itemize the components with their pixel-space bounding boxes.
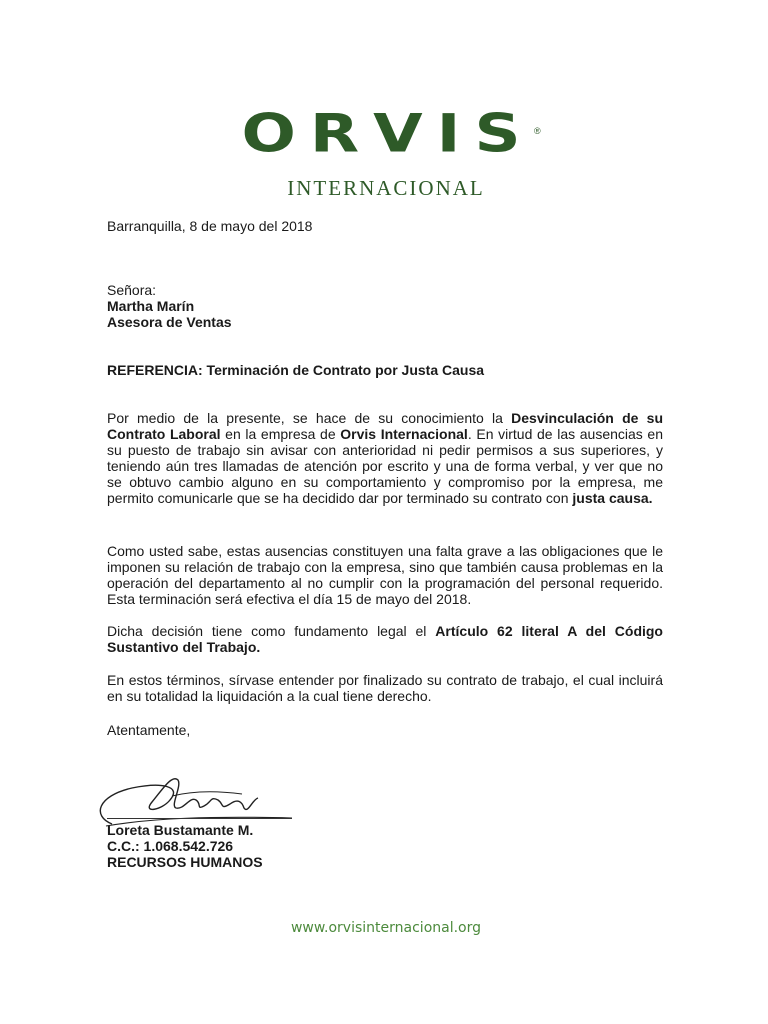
p1-bold-1: Desvinculación de su Contrato Laboral: [107, 410, 663, 442]
p1-text-2: en la empresa de: [220, 426, 341, 442]
recipient-salutation: Señora:: [107, 282, 157, 298]
signer-id: C.C.: 1.068.542.726: [107, 838, 234, 854]
p1-text-3: . En virtud de las ausencias en su puesto de trabajo sin avisar con anterioridad ni pedir permisos a sus superiores, y teniendo aún tres llamadas de atención por escrito y una de forma verbal, y ver que no se obtuvo cambio alguno en su comportamiento y compromiso por la empresa, me permito comunicarle que se ha decidido dar por terminado su contrato con: [107, 426, 663, 506]
reference-line: REFERENCIA: Terminación de Contrato por Justa Causa: [107, 362, 485, 378]
p1-text-1: Por medio de la presente, se hace de su conocimiento la: [107, 410, 512, 426]
website-link[interactable]: www.orvisinternacional.org: [290, 920, 482, 936]
p3-bold-1: Artículo 62 literal A del Código Sustantivo del Trabajo.: [107, 623, 663, 655]
recipient-name: Martha Marín: [107, 298, 195, 314]
body-paragraph-4: En estos términos, sírvase entender por finalizado su contrato de trabajo, el cual incluirá en su totalidad la liquidación a la cual tiene derecho.: [107, 672, 663, 704]
signer-department: RECURSOS HUMANOS: [107, 854, 263, 870]
body-paragraph-3: [107, 623, 663, 655]
date-line: Barranquilla, 8 de mayo del 2018: [107, 218, 313, 234]
signature-line: [107, 818, 292, 819]
closing-line: Atentamente,: [107, 722, 191, 738]
body-paragraph-1: [107, 410, 663, 506]
p1-bold-3: justa causa.: [572, 490, 653, 506]
body-paragraph-2: Como usted sabe, estas ausencias constituyen una falta grave a las obligaciones que le imponen su relación de trabajo con la empresa, sino que también causa problemas en la operación del departamento al no cumplir con la programación del personal requerido. Esta terminación será efectiva el día 15 de mayo del 2018.: [107, 543, 663, 607]
recipient-title: Asesora de Ventas: [107, 314, 232, 330]
logo-subtitle: INTERNACIONAL: [287, 176, 485, 200]
company-logo: [0, 100, 768, 210]
p3-text-1: Dicha decisión tiene como fundamento legal el: [107, 623, 436, 639]
registered-mark: ®: [534, 126, 541, 136]
p1-bold-2: Orvis Internacional: [340, 426, 468, 442]
signer-name: Loreta Bustamante M.: [107, 822, 254, 838]
logo-wordmark: ORVIS: [241, 104, 535, 165]
